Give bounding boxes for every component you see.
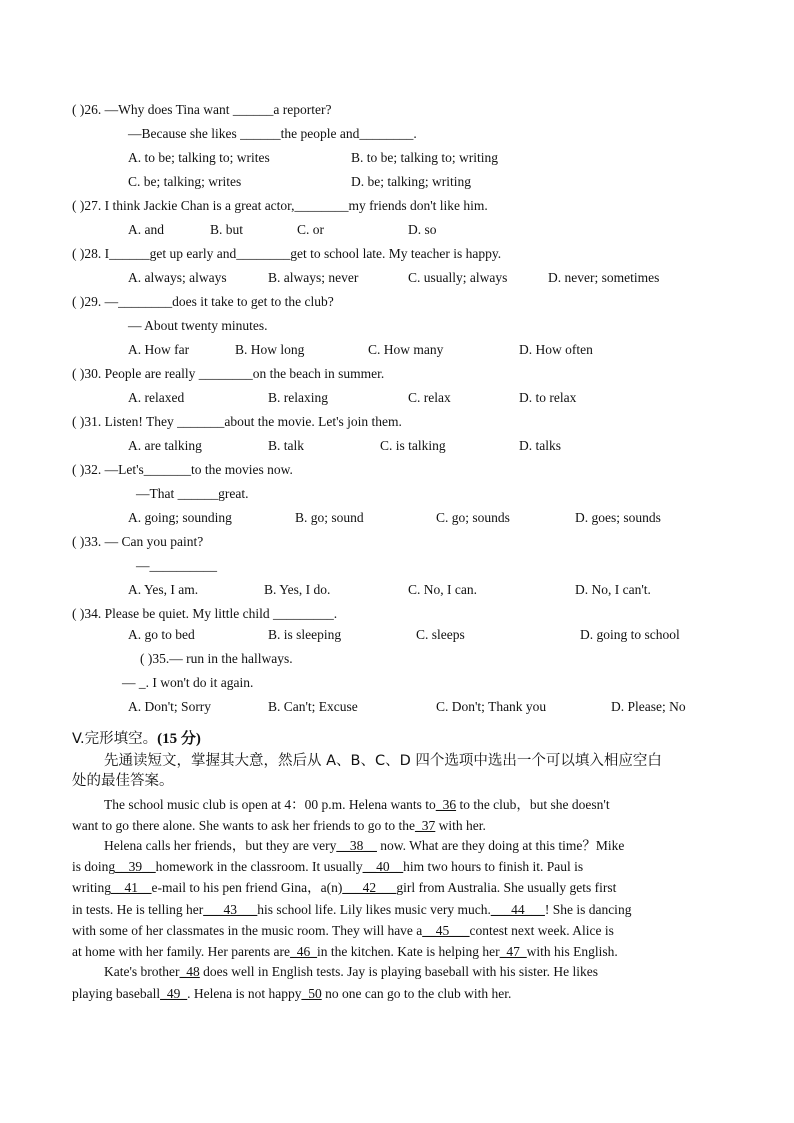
answer-option: C. go; sounds xyxy=(436,510,510,525)
answer-option: D. so xyxy=(408,222,437,237)
answer-option: B. always; never xyxy=(268,270,359,285)
answer-option: C. How many xyxy=(368,342,444,357)
question-line: — _. I won't do it again. xyxy=(122,675,254,690)
question-line: ( )28. I______get up early and________get to school late. My teacher is happy. xyxy=(72,246,502,261)
question-line: —__________ xyxy=(136,558,217,573)
answer-option: D. No, I can't. xyxy=(575,582,651,597)
answer-option: C. No, I can. xyxy=(408,582,477,597)
answer-option: D. talks xyxy=(519,438,561,453)
answer-option: B. talk xyxy=(268,438,304,453)
section-instruction: 先通读短文，掌握其大意，然后从 A、B、C、D 四个选项中选出一个可以填入相应空白 xyxy=(104,753,662,769)
answer-option: D. How often xyxy=(519,342,593,357)
answer-option: C. or xyxy=(297,222,324,237)
passage-line: is doing__39__homework in the classroom. It usually__40__him two hours to finish it. Paul is xyxy=(72,859,584,874)
question-line: — About twenty minutes. xyxy=(128,318,268,333)
question-line: ( )26. —Why does Tina want ______a reporter? xyxy=(72,102,332,117)
answer-option: A. Yes, I am. xyxy=(128,582,199,597)
answer-option: B. Yes, I do. xyxy=(264,582,331,597)
passage-line: want to go there alone. She wants to ask her friends to go to the_37 with her. xyxy=(72,818,486,833)
section-points: (15 分) xyxy=(157,731,201,747)
passage-line: Kate's brother_48 does well in English tests. Jay is playing baseball with his sister. He likes xyxy=(104,964,598,979)
answer-option: B. How long xyxy=(235,342,305,357)
answer-option: C. Don't; Thank you xyxy=(436,699,547,714)
section-instruction-cont: 处的最佳答案。 xyxy=(72,773,174,789)
answer-option: A. are talking xyxy=(128,438,202,453)
answer-option: C. be; talking; writes xyxy=(128,174,242,189)
answer-option: C. relax xyxy=(408,390,451,405)
answer-option: D. be; talking; writing xyxy=(351,174,471,189)
answer-option: A. always; always xyxy=(128,270,227,285)
answer-option: D. Please; No xyxy=(611,699,686,714)
answer-option: A. and xyxy=(128,222,164,237)
answer-option: A. How far xyxy=(128,342,190,357)
answer-option: B. to be; talking to; writing xyxy=(351,150,498,165)
answer-option: B. is sleeping xyxy=(268,627,342,642)
question-line: ( )33. — Can you paint? xyxy=(72,534,204,549)
answer-option: A. relaxed xyxy=(128,390,185,405)
section-heading xyxy=(72,731,201,747)
question-line: ( )34. Please be quiet. My little child _________. xyxy=(72,606,338,621)
answer-option: D. to relax xyxy=(519,390,577,405)
question-line: —That ______great. xyxy=(136,486,249,501)
passage-line: with some of her classmates in the music room. They will have a__45___contest next week. Alice is xyxy=(72,923,614,938)
answer-option: A. Don't; Sorry xyxy=(128,699,212,714)
question-line: ( )32. —Let's_______to the movies now. xyxy=(72,462,293,477)
answer-option: A. going; sounding xyxy=(128,510,232,525)
answer-option: B. Can't; Excuse xyxy=(268,699,358,714)
answer-option: A. to be; talking to; writes xyxy=(128,150,270,165)
question-line: ( )31. Listen! They _______about the movie. Let's join them. xyxy=(72,414,402,429)
answer-option: B. relaxing xyxy=(268,390,328,405)
answer-option: C. usually; always xyxy=(408,270,508,285)
answer-option: B. but xyxy=(210,222,244,237)
question-line: —Because she likes ______the people and________. xyxy=(128,126,417,141)
passage-line: writing__41__e-mail to his pen friend Gina，a(n)___42___girl from Australia. She usually gets first xyxy=(72,880,617,895)
passage-line: The school music club is open at 4：00 p.m. Helena wants to_36 to the club，but she doesn't xyxy=(104,797,610,812)
question-line: ( )27. I think Jackie Chan is a great actor,________my friends don't like him. xyxy=(72,198,488,213)
answer-option: B. go; sound xyxy=(295,510,364,525)
question-line: ( )35.— run in the hallways. xyxy=(140,651,293,666)
passage-line: Helena calls her friends，but they are very__38__ now. What are they doing at this time？Mike xyxy=(104,838,625,853)
answer-option: D. never; sometimes xyxy=(548,270,660,285)
passage-line: playing baseball_49_. Helena is not happy_50 no one can go to the club with her. xyxy=(72,986,512,1001)
answer-option: D. goes; sounds xyxy=(575,510,661,525)
question-line: ( )29. —________does it take to get to the club? xyxy=(72,294,334,309)
question-line: ( )30. People are really ________on the beach in summer. xyxy=(72,366,385,381)
answer-option: D. going to school xyxy=(580,627,680,642)
section-title: V.完形填空。 xyxy=(72,731,158,747)
passage-line: at home with her family. Her parents are_46_in the kitchen. Kate is helping her_47_with his English. xyxy=(72,944,618,959)
answer-option: C. sleeps xyxy=(416,627,465,642)
passage-line: in tests. He is telling her___43___his school life. Lily likes music very much.___44___! She is dancing xyxy=(72,902,632,917)
answer-option: A. go to bed xyxy=(128,627,195,642)
answer-option: C. is talking xyxy=(380,438,446,453)
